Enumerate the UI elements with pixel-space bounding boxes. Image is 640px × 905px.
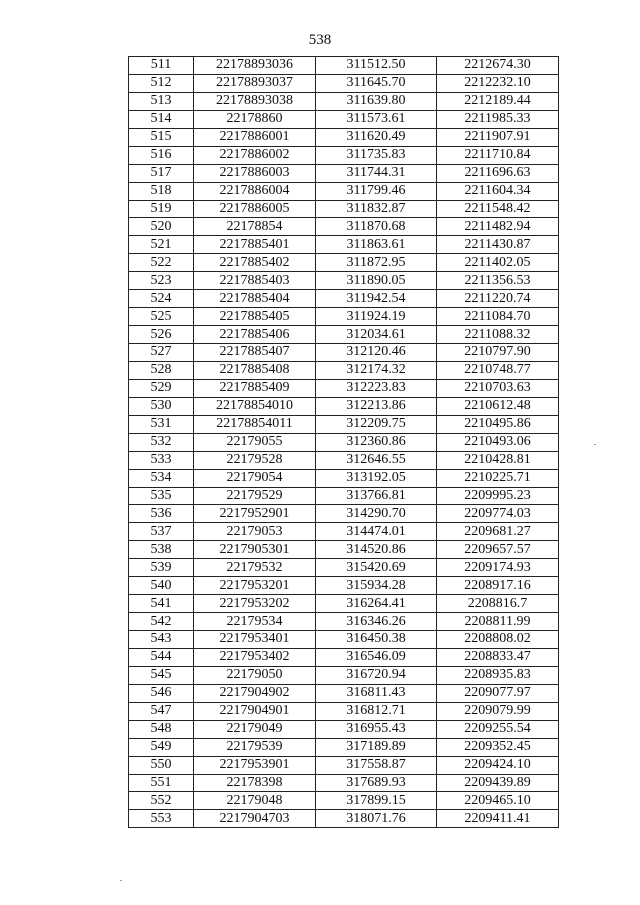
x-coordinate-cell: 312209.75 (316, 415, 437, 433)
table-row (129, 344, 559, 362)
point-id-cell: 2217885407 (194, 344, 316, 362)
y-coordinate-cell: 2211430.87 (437, 236, 559, 254)
x-coordinate-cell: 316720.94 (316, 666, 437, 684)
point-id-cell: 22178860 (194, 110, 316, 128)
point-id-cell: 22178854 (194, 218, 316, 236)
table-row (129, 810, 559, 828)
y-coordinate-cell: 2210703.63 (437, 379, 559, 397)
table-row (129, 326, 559, 344)
table-row (129, 254, 559, 272)
point-number-cell: 543 (129, 631, 194, 649)
point-number-cell: 542 (129, 613, 194, 631)
y-coordinate-cell: 2212232.10 (437, 74, 559, 92)
point-number-cell: 520 (129, 218, 194, 236)
table-row (129, 146, 559, 164)
x-coordinate-cell: 311735.83 (316, 146, 437, 164)
point-id-cell: 2217953402 (194, 648, 316, 666)
point-id-cell: 2217885402 (194, 254, 316, 272)
table-row (129, 415, 559, 433)
point-id-cell: 2217904901 (194, 702, 316, 720)
point-id-cell: 2217904902 (194, 684, 316, 702)
point-id-cell: 2217952901 (194, 505, 316, 523)
point-id-cell: 22178854011 (194, 415, 316, 433)
point-number-cell: 515 (129, 128, 194, 146)
x-coordinate-cell: 316546.09 (316, 648, 437, 666)
table-row (129, 397, 559, 415)
y-coordinate-cell: 2212189.44 (437, 92, 559, 110)
point-id-cell: 2217886005 (194, 200, 316, 218)
table-row (129, 182, 559, 200)
table-row (129, 290, 559, 308)
table-row (129, 738, 559, 756)
table-row (129, 308, 559, 326)
point-number-cell: 521 (129, 236, 194, 254)
point-number-cell: 524 (129, 290, 194, 308)
table-row (129, 110, 559, 128)
point-number-cell: 552 (129, 792, 194, 810)
point-number-cell: 549 (129, 738, 194, 756)
point-id-cell: 2217886002 (194, 146, 316, 164)
y-coordinate-cell: 2210428.81 (437, 451, 559, 469)
y-coordinate-cell: 2211402.05 (437, 254, 559, 272)
table-row (129, 74, 559, 92)
y-coordinate-cell: 2209995.23 (437, 487, 559, 505)
table-row (129, 487, 559, 505)
y-coordinate-cell: 2211696.63 (437, 164, 559, 182)
point-id-cell: 22179050 (194, 666, 316, 684)
y-coordinate-cell: 2208935.83 (437, 666, 559, 684)
point-number-cell: 516 (129, 146, 194, 164)
point-number-cell: 537 (129, 523, 194, 541)
table-row (129, 559, 559, 577)
x-coordinate-cell: 311863.61 (316, 236, 437, 254)
point-id-cell: 2217885403 (194, 272, 316, 290)
point-id-cell: 22179048 (194, 792, 316, 810)
y-coordinate-cell: 2210495.86 (437, 415, 559, 433)
x-coordinate-cell: 311512.50 (316, 57, 437, 75)
point-number-cell: 530 (129, 397, 194, 415)
y-coordinate-cell: 2211482.94 (437, 218, 559, 236)
point-number-cell: 536 (129, 505, 194, 523)
x-coordinate-cell: 311799.46 (316, 182, 437, 200)
x-coordinate-cell: 311573.61 (316, 110, 437, 128)
y-coordinate-cell: 2208811.99 (437, 613, 559, 631)
table-row (129, 200, 559, 218)
x-coordinate-cell: 316811.43 (316, 684, 437, 702)
point-number-cell: 538 (129, 541, 194, 559)
y-coordinate-cell: 2211985.33 (437, 110, 559, 128)
x-coordinate-cell: 311645.70 (316, 74, 437, 92)
point-id-cell: 22179053 (194, 523, 316, 541)
x-coordinate-cell: 316812.71 (316, 702, 437, 720)
x-coordinate-cell: 311744.31 (316, 164, 437, 182)
y-coordinate-cell: 2209174.93 (437, 559, 559, 577)
point-number-cell: 525 (129, 308, 194, 326)
point-number-cell: 511 (129, 57, 194, 75)
point-number-cell: 517 (129, 164, 194, 182)
y-coordinate-cell: 2211710.84 (437, 146, 559, 164)
x-coordinate-cell: 313192.05 (316, 469, 437, 487)
table-row (129, 272, 559, 290)
point-number-cell: 531 (129, 415, 194, 433)
y-coordinate-cell: 2209439.89 (437, 774, 559, 792)
x-coordinate-cell: 312174.32 (316, 361, 437, 379)
x-coordinate-cell: 311872.95 (316, 254, 437, 272)
table-row (129, 577, 559, 595)
point-id-cell: 2217885401 (194, 236, 316, 254)
x-coordinate-cell: 312213.86 (316, 397, 437, 415)
table-row (129, 218, 559, 236)
y-coordinate-cell: 2212674.30 (437, 57, 559, 75)
table-row (129, 451, 559, 469)
table-row (129, 523, 559, 541)
x-coordinate-cell: 312120.46 (316, 344, 437, 362)
point-id-cell: 2217886001 (194, 128, 316, 146)
point-number-cell: 551 (129, 774, 194, 792)
point-number-cell: 541 (129, 595, 194, 613)
point-id-cell: 2217885409 (194, 379, 316, 397)
point-id-cell: 2217953901 (194, 756, 316, 774)
y-coordinate-cell: 2211356.53 (437, 272, 559, 290)
x-coordinate-cell: 316955.43 (316, 720, 437, 738)
x-coordinate-cell: 311832.87 (316, 200, 437, 218)
y-coordinate-cell: 2209774.03 (437, 505, 559, 523)
x-coordinate-cell: 311639.80 (316, 92, 437, 110)
x-coordinate-cell: 312646.55 (316, 451, 437, 469)
point-number-cell: 532 (129, 433, 194, 451)
point-id-cell: 22178893038 (194, 92, 316, 110)
point-number-cell: 528 (129, 361, 194, 379)
x-coordinate-cell: 312034.61 (316, 326, 437, 344)
y-coordinate-cell: 2208917.16 (437, 577, 559, 595)
point-id-cell: 2217953401 (194, 631, 316, 649)
y-coordinate-cell: 2208808.02 (437, 631, 559, 649)
x-coordinate-cell: 311620.49 (316, 128, 437, 146)
page-number: 538 (308, 32, 332, 48)
table-row (129, 720, 559, 738)
y-coordinate-cell: 2211907.91 (437, 128, 559, 146)
scan-speck (120, 880, 122, 881)
table-row (129, 648, 559, 666)
point-id-cell: 22179528 (194, 451, 316, 469)
y-coordinate-cell: 2210612.48 (437, 397, 559, 415)
y-coordinate-cell: 2209411.41 (437, 810, 559, 828)
y-coordinate-cell: 2211088.32 (437, 326, 559, 344)
table-row (129, 541, 559, 559)
table-row (129, 684, 559, 702)
point-id-cell: 2217904703 (194, 810, 316, 828)
point-id-cell: 22179049 (194, 720, 316, 738)
point-number-cell: 513 (129, 92, 194, 110)
y-coordinate-cell: 2209424.10 (437, 756, 559, 774)
scan-speck (594, 444, 596, 445)
x-coordinate-cell: 313766.81 (316, 487, 437, 505)
point-number-cell: 529 (129, 379, 194, 397)
point-number-cell: 518 (129, 182, 194, 200)
point-id-cell: 22179532 (194, 559, 316, 577)
point-id-cell: 22178854010 (194, 397, 316, 415)
point-id-cell: 22179054 (194, 469, 316, 487)
point-id-cell: 2217885406 (194, 326, 316, 344)
point-number-cell: 539 (129, 559, 194, 577)
point-id-cell: 22179529 (194, 487, 316, 505)
y-coordinate-cell: 2208833.47 (437, 648, 559, 666)
x-coordinate-cell: 317689.93 (316, 774, 437, 792)
point-number-cell: 533 (129, 451, 194, 469)
point-number-cell: 546 (129, 684, 194, 702)
x-coordinate-cell: 317899.15 (316, 792, 437, 810)
point-number-cell: 526 (129, 326, 194, 344)
table-row (129, 505, 559, 523)
point-number-cell: 535 (129, 487, 194, 505)
table-row (129, 469, 559, 487)
x-coordinate-cell: 314474.01 (316, 523, 437, 541)
point-id-cell: 2217953202 (194, 595, 316, 613)
y-coordinate-cell: 2211548.42 (437, 200, 559, 218)
point-id-cell: 2217953201 (194, 577, 316, 595)
x-coordinate-cell: 314520.86 (316, 541, 437, 559)
y-coordinate-cell: 2210748.77 (437, 361, 559, 379)
x-coordinate-cell: 316346.26 (316, 613, 437, 631)
point-id-cell: 22178398 (194, 774, 316, 792)
table-row (129, 236, 559, 254)
table-row (129, 379, 559, 397)
x-coordinate-cell: 311924.19 (316, 308, 437, 326)
y-coordinate-cell: 2209077.97 (437, 684, 559, 702)
table-row (129, 613, 559, 631)
y-coordinate-cell: 2211084.70 (437, 308, 559, 326)
x-coordinate-cell: 311942.54 (316, 290, 437, 308)
x-coordinate-cell: 311870.68 (316, 218, 437, 236)
x-coordinate-cell: 314290.70 (316, 505, 437, 523)
point-number-cell: 534 (129, 469, 194, 487)
table-row (129, 702, 559, 720)
table-row (129, 774, 559, 792)
point-number-cell: 547 (129, 702, 194, 720)
table-row (129, 792, 559, 810)
point-id-cell: 22178893036 (194, 57, 316, 75)
point-number-cell: 553 (129, 810, 194, 828)
point-number-cell: 544 (129, 648, 194, 666)
y-coordinate-cell: 2209465.10 (437, 792, 559, 810)
x-coordinate-cell: 316450.38 (316, 631, 437, 649)
point-id-cell: 22179534 (194, 613, 316, 631)
point-number-cell: 550 (129, 756, 194, 774)
table-row (129, 92, 559, 110)
coordinates-table-body (129, 57, 559, 828)
y-coordinate-cell: 2211220.74 (437, 290, 559, 308)
y-coordinate-cell: 2210225.71 (437, 469, 559, 487)
table-row (129, 164, 559, 182)
y-coordinate-cell: 2210493.06 (437, 433, 559, 451)
y-coordinate-cell: 2208816.7 (437, 595, 559, 613)
x-coordinate-cell: 318071.76 (316, 810, 437, 828)
point-number-cell: 548 (129, 720, 194, 738)
table-row (129, 433, 559, 451)
point-id-cell: 2217886003 (194, 164, 316, 182)
point-number-cell: 540 (129, 577, 194, 595)
point-number-cell: 512 (129, 74, 194, 92)
x-coordinate-cell: 315420.69 (316, 559, 437, 577)
x-coordinate-cell: 317558.87 (316, 756, 437, 774)
point-id-cell: 22179055 (194, 433, 316, 451)
table-row (129, 631, 559, 649)
y-coordinate-cell: 2209657.57 (437, 541, 559, 559)
coordinates-table (128, 56, 559, 828)
point-number-cell: 523 (129, 272, 194, 290)
point-number-cell: 545 (129, 666, 194, 684)
point-id-cell: 22179539 (194, 738, 316, 756)
point-id-cell: 2217905301 (194, 541, 316, 559)
x-coordinate-cell: 316264.41 (316, 595, 437, 613)
table-row (129, 361, 559, 379)
x-coordinate-cell: 311890.05 (316, 272, 437, 290)
table-row (129, 666, 559, 684)
point-number-cell: 522 (129, 254, 194, 272)
y-coordinate-cell: 2210797.90 (437, 344, 559, 362)
y-coordinate-cell: 2209681.27 (437, 523, 559, 541)
table-row (129, 128, 559, 146)
point-number-cell: 527 (129, 344, 194, 362)
y-coordinate-cell: 2209352.45 (437, 738, 559, 756)
y-coordinate-cell: 2211604.34 (437, 182, 559, 200)
table-row (129, 595, 559, 613)
table-row (129, 756, 559, 774)
point-id-cell: 2217885408 (194, 361, 316, 379)
x-coordinate-cell: 317189.89 (316, 738, 437, 756)
point-number-cell: 519 (129, 200, 194, 218)
y-coordinate-cell: 2209079.99 (437, 702, 559, 720)
point-id-cell: 2217885404 (194, 290, 316, 308)
table-row (129, 57, 559, 75)
x-coordinate-cell: 312223.83 (316, 379, 437, 397)
y-coordinate-cell: 2209255.54 (437, 720, 559, 738)
point-id-cell: 2217885405 (194, 308, 316, 326)
x-coordinate-cell: 312360.86 (316, 433, 437, 451)
x-coordinate-cell: 315934.28 (316, 577, 437, 595)
point-id-cell: 2217886004 (194, 182, 316, 200)
point-id-cell: 22178893037 (194, 74, 316, 92)
point-number-cell: 514 (129, 110, 194, 128)
